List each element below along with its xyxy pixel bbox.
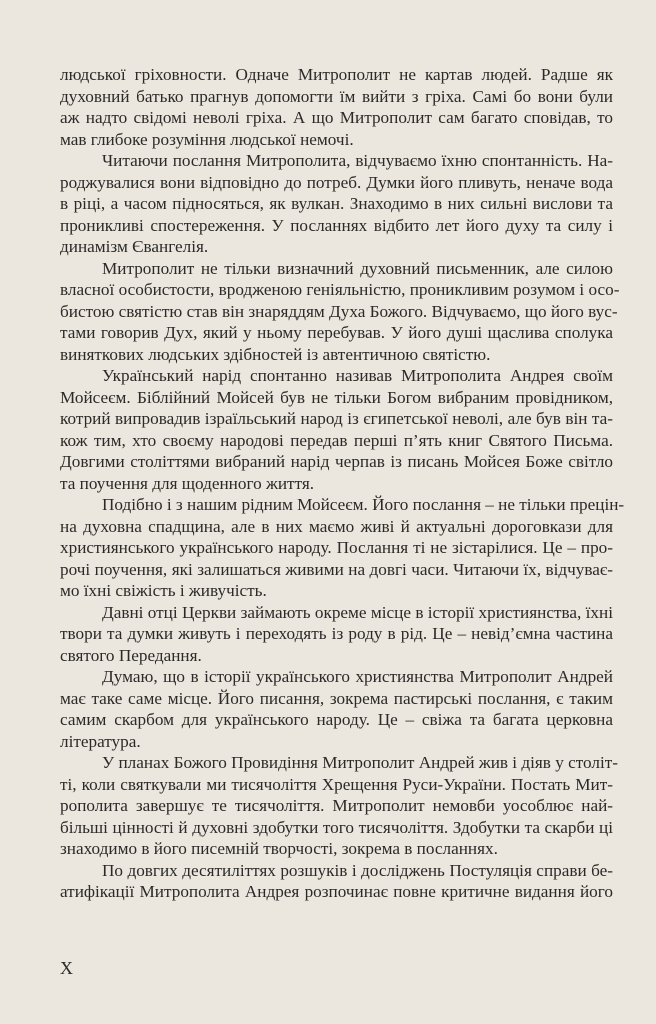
text-line: Митрополит не тільки визначний духовний письменник, але силою — [102, 258, 613, 278]
text-line: Думаю, що в історії українського християнства Митрополит Андрей — [102, 667, 613, 686]
text-line: твори та думки живуть і переходять із роду в рід. Це – невід’ємна частина — [60, 624, 613, 643]
text-line: роджувалися вони відповідно до потреб. Думки його пливуть, неначе вода — [60, 172, 613, 192]
page-number: X — [60, 958, 73, 978]
text-line: християнського українського народу. Послання ті не зістарілися. Це – про- — [60, 538, 613, 557]
paragraph — [60, 64, 613, 150]
text-line: Довгими століттями вибраний нарід черпав із писань Мойсея Боже світло — [60, 452, 613, 471]
text-line: та поучення для щоденного життя. — [60, 473, 315, 493]
text-line: ті, коли святкували ми тисячоліття Хрещення Руси-України. Постать Мит- — [60, 774, 613, 794]
text-line: По довгих десятиліттях розшуків і досліджень Постуляція справи бе- — [102, 860, 613, 880]
text-line: аж надто свідомі неволі гріха. А що Митрополит сам багато сповідав, то — [60, 108, 613, 127]
text-line: мо їхні свіжість і живучість. — [60, 581, 267, 600]
text-line: тами говорив Дух, який у ньому перебував. У його душі щаслива сполука — [60, 323, 613, 342]
text-line: духовний батько прагнув допомогти їм вийти з гріха. Самі бо вони були — [60, 86, 613, 106]
text-line: святого Передання. — [60, 645, 202, 665]
paragraph — [60, 860, 613, 903]
text-line: мав глибоке розуміння людської немочі. — [60, 129, 354, 149]
paragraph — [60, 602, 613, 667]
paragraph — [60, 752, 618, 860]
text-line: знаходимо в його писемній творчості, зокрема в посланнях. — [60, 839, 498, 858]
page-body — [60, 64, 625, 903]
text-line: проникливі спостереження. У посланнях відбито лет його духу та силу і — [60, 215, 613, 235]
text-line: рополита завершує те тисячоліття. Митрополит немовби уособлює най- — [60, 796, 613, 815]
text-line: людської гріховности. Одначе Митрополит не картав людей. Радше як — [60, 65, 613, 84]
text-line: Давні отці Церкви займають окреме місце в історії християнства, їхні — [102, 602, 613, 622]
text-line: У планах Божого Провидіння Митрополит Андрей жив і діяв у століт- — [102, 753, 618, 772]
text-line: динамізм Євангелія. — [60, 237, 209, 256]
text-line: Мойсеєм. Біблійний Мойсей був не тільки Богом вибраним провідником, — [60, 387, 613, 407]
paragraph — [60, 365, 613, 494]
paragraph — [60, 494, 625, 602]
text-line: на духовна спадщина, але в них маємо живі й актуальні дороговкази для — [60, 516, 613, 536]
text-line: Читаючи послання Митрополита, відчуваємо їхню спонтанність. На- — [102, 151, 613, 170]
text-line: кож тим, хто своєму народові передав перші п’ять книг Святого Письма. — [60, 430, 613, 450]
paragraph — [60, 666, 613, 752]
paragraph — [60, 150, 613, 258]
text-line: виняткових людських здібностей із автентичною святістю. — [60, 344, 491, 364]
text-line: самим скарбом для українського народу. Це – свіжа та багата церковна — [60, 710, 613, 729]
text-line: в ріці, а часом підносяться, як вулкан. Знаходимо в них сильні вислови та — [60, 194, 613, 213]
text-line: атифікації Митрополита Андрея розпочинає повне критичне видання його — [60, 882, 613, 901]
text-line: більші цінності й духовні здобутки того тисячоліття. Здобутки та скарби ці — [60, 817, 613, 837]
paragraph — [60, 258, 620, 366]
text-line: котрий випровадив ізраїльський народ із єгипетської неволі, але був він та- — [60, 409, 613, 428]
text-line: власної особистости, вродженою геніяльністю, проникливим розумом і осо- — [60, 280, 620, 299]
text-line: рочі поучення, які залишаться живими на довгі часи. Читаючи їх, відчуває- — [60, 559, 613, 579]
text-line: має таке саме місце. Його писання, зокрема пастирські послання, є таким — [60, 688, 613, 708]
text-line: Подібно і з нашим рідним Мойсеєм. Його послання – не тільки прецін- — [102, 495, 625, 514]
text-line: бистою святістю став він знаряддям Духа Божого. Відчуваємо, що його вус- — [60, 301, 618, 321]
text-line: Український нарід спонтанно називав Митрополита Андрея своїм — [102, 366, 613, 385]
text-line: література. — [60, 731, 141, 751]
